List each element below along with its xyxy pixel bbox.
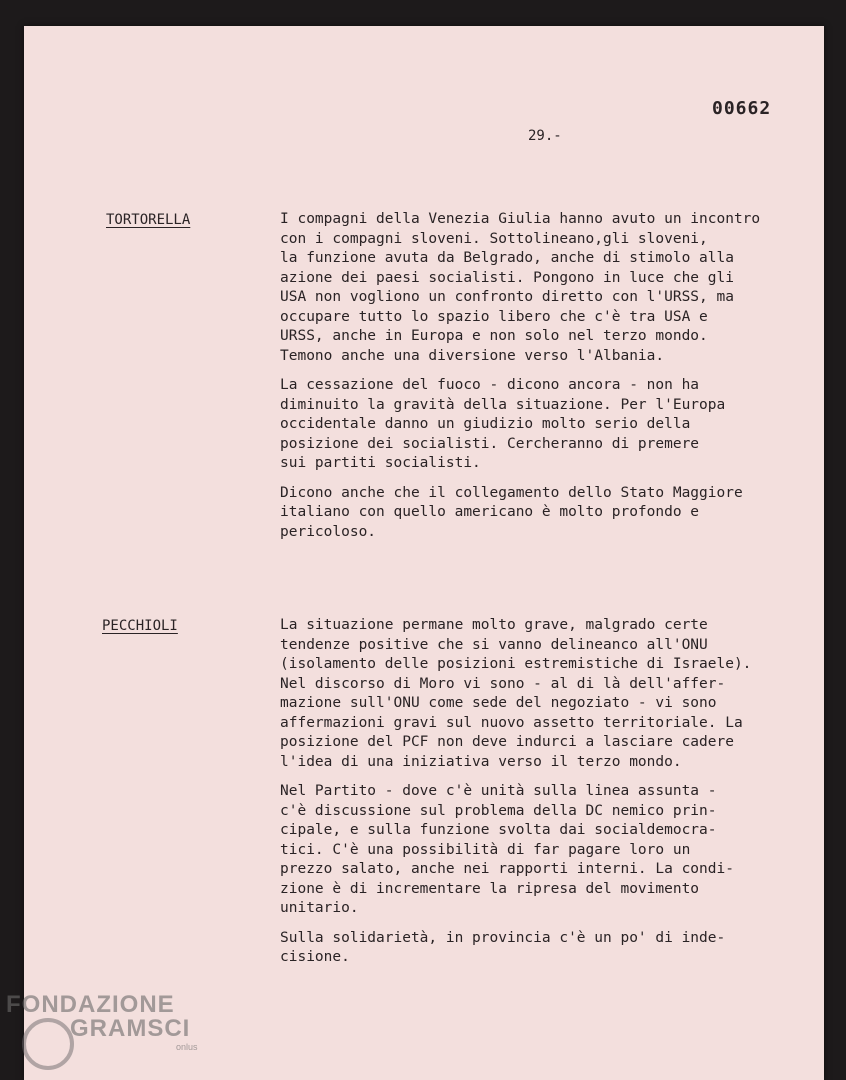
text-line: mazione sull'ONU come sede del negoziato - vi sono (280, 695, 717, 711)
watermark-line1: FONDAZIONE (6, 991, 175, 1018)
paragraph (280, 929, 810, 968)
speaker-tortorella: TORTORELLA (106, 212, 191, 228)
text-line: URSS, anche in Europa e non solo nel terzo mondo. (280, 328, 708, 344)
text-line: pericoloso. (280, 523, 377, 540)
paragraph (280, 616, 810, 772)
text-line: USA non vogliono un confronto diretto con l'URSS, ma (280, 289, 734, 305)
text-line: azione dei paesi socialisti. Pongono in luce che gli (280, 269, 734, 286)
speaker-pecchioli: PECCHIOLI (102, 618, 178, 634)
text-line: zione è di incrementare la ripresa del movimento (280, 880, 700, 897)
text-line: prezzo salato, anche nei rapporti interni. La condi- (280, 861, 734, 877)
text-line: posizione dei socialisti. Cercheranno di premere (280, 435, 700, 452)
text-line: l'idea di una iniziativa verso il terzo mondo. (280, 753, 682, 770)
text-line: Nel Partito - dove c'è unità sulla linea assunta - (280, 783, 717, 799)
document-number: 00662 (712, 98, 772, 119)
text-line: c'è discussione sul problema della DC nemico prin- (280, 802, 717, 819)
text-line: Temono anche una diversione verso l'Albania. (280, 347, 665, 364)
watermark-line2: GRAMSCI (70, 1015, 191, 1042)
fondazione-gramsci-watermark (4, 988, 224, 1076)
paragraph (280, 210, 810, 366)
text-line: Sulla solidarietà, in provincia c'è un po' di inde- (280, 929, 726, 946)
text-line: cisione. (280, 949, 350, 965)
text-line: cipale, e sulla funzione svolta dai socialdemocra- (280, 822, 717, 838)
text-line: occidentale danno un giudizio molto serio della (280, 416, 691, 432)
text-line: Nel discorso di Moro vi sono - al di là dell'affer- (280, 675, 726, 692)
text-line: I compagni della Venezia Giulia hanno avuto un incontro (280, 211, 761, 227)
paragraph (280, 376, 810, 474)
text-line: occupare tutto lo spazio libero che c'è tra USA e (280, 308, 708, 325)
text-line: posizione del PCF non deve indurci a lasciare cadere (280, 734, 734, 750)
text-line: con i compagni sloveni. Sottolineano,gli sloveni, (280, 230, 708, 247)
text-line: (isolamento delle posizioni estremistiche di Israele). (280, 656, 752, 672)
text-line: tendenze positive che si vanno delineanco all'ONU (280, 636, 708, 653)
paragraph (280, 782, 810, 919)
text-line: affermazioni gravi sul nuovo assetto territoriale. La (280, 714, 743, 731)
watermark-emblem (24, 1020, 72, 1068)
speech-pecchioli (280, 616, 810, 978)
watermark-suffix: onlus (176, 1042, 198, 1052)
paragraph (280, 484, 810, 543)
text-line: Dicono anche che il collegamento dello Stato Maggiore (280, 484, 743, 501)
text-line: sui partiti socialisti. (280, 455, 481, 471)
page-number: 29.- (528, 128, 562, 144)
text-line: unitario. (280, 900, 359, 916)
text-line: italiano con quello americano è molto profondo e (280, 504, 700, 520)
text-line: diminuito la gravità della situazione. Per l'Europa (280, 396, 726, 413)
text-line: La cessazione del fuoco - dicono ancora - non ha (280, 377, 700, 393)
text-line: la funzione avuta da Belgrado, anche di stimolo alla (280, 250, 734, 266)
text-line: tici. C'è una possibilità di far pagare loro un (280, 841, 691, 858)
document-page (24, 26, 824, 1080)
text-line: La situazione permane molto grave, malgrado certe (280, 617, 708, 633)
speech-tortorella (280, 210, 810, 552)
